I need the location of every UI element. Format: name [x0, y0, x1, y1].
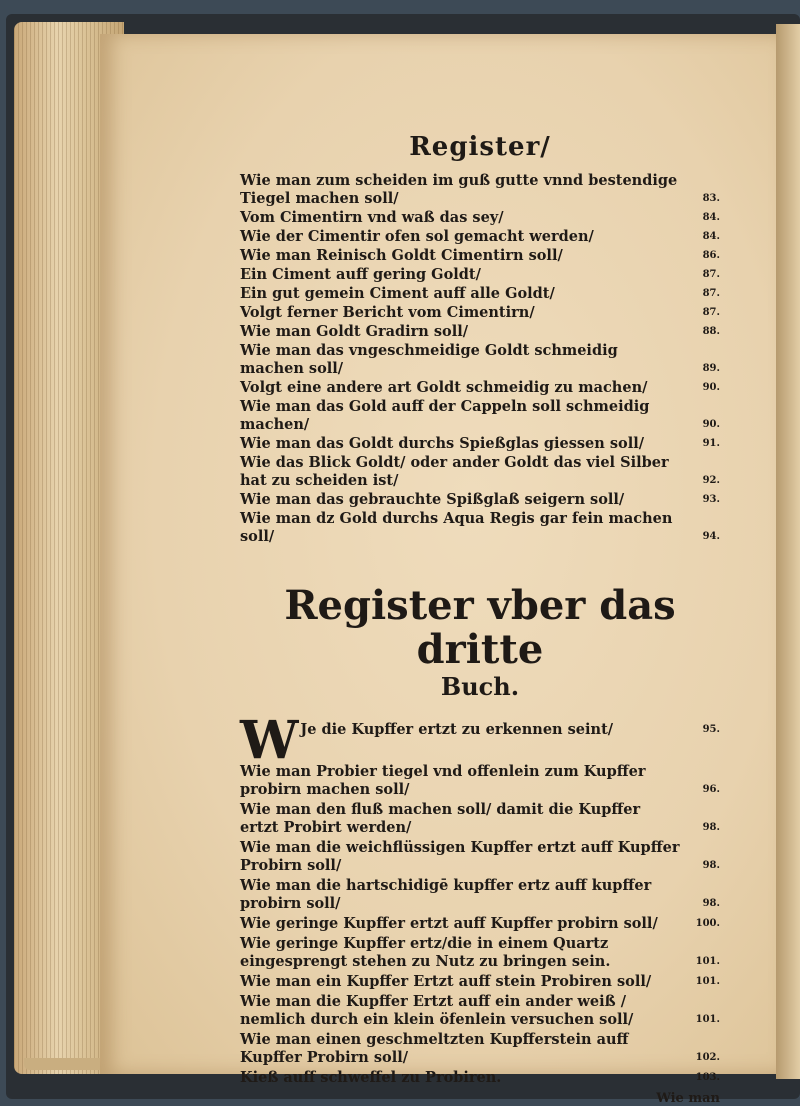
register-entry	[240, 285, 720, 303]
entry-page-number: 84.	[702, 231, 720, 242]
register-entry	[240, 491, 720, 509]
entry-page-number: 83.	[702, 193, 720, 204]
register-entry	[240, 763, 720, 799]
entry-title	[240, 877, 686, 913]
entry-title	[240, 323, 686, 341]
register-entry	[240, 379, 720, 397]
entry-page-number: 87.	[702, 288, 720, 299]
register-entry	[240, 228, 720, 246]
entry-text: Wie man die hartschidigē kupffer ertz auff kupffer probirn soll/	[240, 877, 652, 912]
entry-page-number: 102.	[695, 1052, 720, 1063]
entry-text: Wie man das Gold auff der Cappeln soll schmeidig machen/	[240, 398, 650, 433]
register-list-part2	[240, 710, 720, 1087]
entry-text: Wie der Cimentir ofen sol gemacht werden/	[240, 228, 594, 245]
entry-title	[240, 266, 686, 284]
entry-page-number: 101.	[695, 956, 720, 967]
register-entry	[240, 398, 720, 434]
register-entry	[240, 247, 720, 265]
entry-text: Wie man zum scheiden im guß gutte vnnd bestendige Tiegel machen soll/	[240, 172, 678, 207]
entry-page-number: 92.	[702, 475, 720, 486]
entry-text: Wie das Blick Goldt/ oder ander Goldt das viel Silber hat zu scheiden ist/	[240, 454, 669, 489]
entry-title	[240, 801, 686, 837]
entry-page-number: 90.	[702, 419, 720, 430]
entry-title	[240, 209, 686, 227]
entry-title	[240, 1069, 686, 1087]
entry-title	[240, 915, 686, 933]
entry-text: Wie man die Kupffer Ertzt auff ein ander weiß / nemlich durch ein klein öfenlein versuchen soll/	[240, 993, 634, 1028]
entry-page-number: 98.	[702, 898, 720, 909]
dropcap-initial: W	[240, 710, 299, 771]
entry-page-number: 93.	[702, 494, 720, 505]
entry-page-number: 98.	[702, 822, 720, 833]
entry-title	[240, 247, 686, 265]
entry-text: Wie geringe Kupffer ertzt auff Kupffer probirn soll/	[240, 915, 658, 932]
entry-text: Wie man das vngeschmeidige Goldt schmeidig machen soll/	[240, 342, 618, 377]
entry-text: Vom Cimentirn vnd waß das sey/	[240, 209, 504, 226]
entry-text: Wie man einen geschmeltzten Kupfferstein auff Kupffer Probirn soll/	[240, 1031, 629, 1066]
register-entry	[240, 1069, 720, 1087]
entry-text: Volgt eine andere art Goldt schmeidig zu machen/	[240, 379, 648, 396]
entry-page-number: 103.	[695, 1072, 720, 1083]
entry-page-number: 89.	[702, 363, 720, 374]
catchword: Wie man	[656, 1091, 720, 1106]
entry-page-number: 101.	[695, 1014, 720, 1025]
register-entry	[240, 1031, 720, 1067]
register-entry	[240, 993, 720, 1029]
entry-text: Kieß auff schweffel zu Probiren.	[240, 1069, 502, 1086]
register-entry	[240, 510, 720, 546]
entry-page-number: 96.	[702, 784, 720, 795]
entry-page-number: 98.	[702, 860, 720, 871]
entry-text: Wie man Reinisch Goldt Cimentirn soll/	[240, 247, 563, 264]
entry-page-number: 88.	[702, 326, 720, 337]
running-head: Register/	[409, 132, 551, 162]
entry-title	[240, 763, 686, 799]
entry-title	[240, 710, 686, 771]
entry-title	[240, 839, 686, 875]
entry-page-number: 87.	[702, 307, 720, 318]
entry-text: Wie man die weichflüssigen Kupffer ertzt auff Kupffer Probirn soll/	[240, 839, 680, 874]
entry-title	[240, 973, 686, 991]
entry-page-number: 86.	[702, 250, 720, 261]
register-entry	[240, 304, 720, 322]
register-entry	[240, 935, 720, 971]
entry-title	[240, 435, 686, 453]
register-entry	[240, 801, 720, 837]
entry-text: Ein Ciment auff gering Goldt/	[240, 266, 481, 283]
entry-title	[240, 454, 686, 490]
entry-title	[240, 398, 686, 434]
section-title: Register vber das dritte	[284, 582, 676, 673]
entry-title	[240, 491, 686, 509]
page-content	[240, 132, 720, 1106]
entry-title	[240, 935, 686, 971]
entry-page-number: 101.	[695, 976, 720, 987]
entry-page-number: 94.	[702, 531, 720, 542]
entry-title	[240, 304, 686, 322]
entry-title	[240, 379, 686, 397]
entry-page-number: 87.	[702, 269, 720, 280]
register-entry	[240, 915, 720, 933]
entry-text: Volgt ferner Bericht vom Cimentirn/	[240, 304, 535, 321]
register-entry	[240, 266, 720, 284]
entry-page-number: 100.	[695, 918, 720, 929]
entry-text: Je die Kupffer ertzt zu erkennen seint/	[300, 721, 614, 738]
entry-title	[240, 993, 686, 1029]
register-entry	[240, 435, 720, 453]
entry-text: Ein gut gemein Ciment auff alle Goldt/	[240, 285, 555, 302]
entry-title	[240, 172, 686, 208]
entry-text: Wie man dz Gold durchs Aqua Regis gar fein machen soll/	[240, 510, 673, 545]
entry-title	[240, 1031, 686, 1067]
entry-page-number: 91.	[702, 438, 720, 449]
register-entry	[240, 454, 720, 490]
entry-page-number: 95.	[702, 724, 720, 735]
register-entry	[240, 172, 720, 208]
entry-text: Wie man den fluß machen soll/ damit die Kupffer ertzt Probirt werden/	[240, 801, 641, 836]
register-entry	[240, 973, 720, 991]
section-subtitle: Buch.	[440, 672, 520, 701]
register-list-part1	[240, 172, 720, 546]
entry-page-number: 90.	[702, 382, 720, 393]
entry-title	[240, 510, 686, 546]
register-entry	[240, 877, 720, 913]
entry-text: Wie geringe Kupffer ertz/die in einem Quartz eingesprengt stehen zu Nutz zu bringen sein.	[240, 935, 611, 970]
entry-text: Wie man ein Kupffer Ertzt auff stein Probiren soll/	[240, 973, 652, 990]
register-entry	[240, 710, 720, 771]
register-entry	[240, 839, 720, 875]
entry-title	[240, 285, 686, 303]
entry-page-number: 84.	[702, 212, 720, 223]
register-entry	[240, 209, 720, 227]
register-entry	[240, 323, 720, 341]
entry-text: Wie man das Goldt durchs Spießglas giessen soll/	[240, 435, 645, 452]
entry-text: Wie man Goldt Gradirn soll/	[240, 323, 469, 340]
facing-page-edge	[776, 24, 800, 1079]
entry-text: Wie man Probier tiegel vnd offenlein zum Kupffer probirn machen soll/	[240, 763, 646, 798]
entry-title	[240, 342, 686, 378]
register-entry	[240, 342, 720, 378]
entry-title	[240, 228, 686, 246]
entry-text: Wie man das gebrauchte Spißglaß seigern soll/	[240, 491, 625, 508]
